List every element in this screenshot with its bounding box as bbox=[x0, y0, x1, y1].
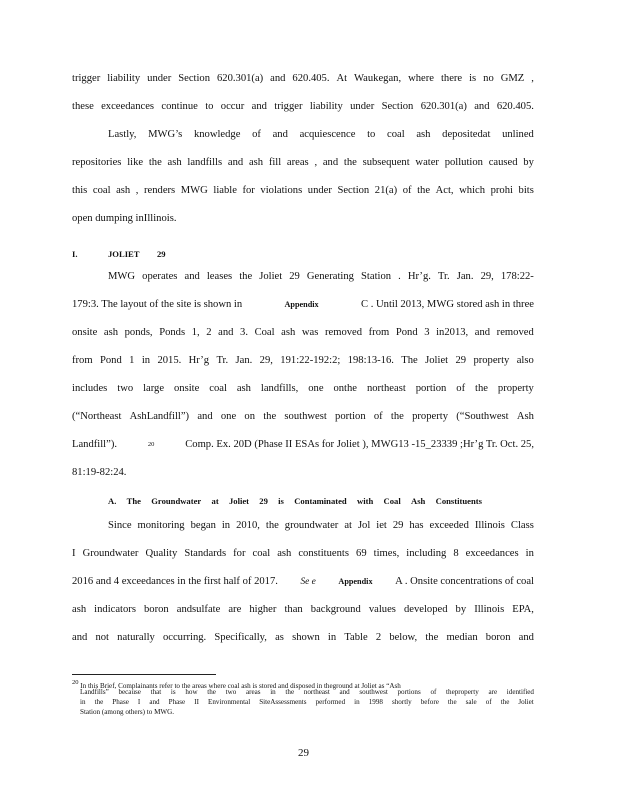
body-line: ash indicators boron andsulfate are higher than background values developed by Illinois EPA, bbox=[72, 604, 534, 615]
body-line: trigger liability under Section 620.301(a) and 620.405. At Waukegan, where there is no GMZ , bbox=[72, 73, 534, 84]
body-line: 81:19-82:24. bbox=[72, 467, 127, 478]
body-line: from Pond 1 in 2015. Hr’g Tr. Jan. 29, 191:22-192:2; 198:13-16. The Joliet 29 property also bbox=[72, 355, 534, 366]
body-line: MWG operates and leases the Joliet 29 Generating Station . Hr’g. Tr. Jan. 29, 178:22- bbox=[108, 271, 534, 282]
footnote-line: Landfills” because that is how the two areas in the northeast and southwest portions of theproperty are identified bbox=[80, 688, 534, 696]
body-line: open dumping inIllinois. bbox=[72, 213, 177, 224]
footnote-line: $^{20}$ In this Brief, Complainants refer to the areas where coal ash is stored and disposed in theground at Joliet as “Ash bbox=[72, 679, 401, 690]
appendix-reference: Appendix bbox=[338, 577, 373, 586]
body-line: onsite ash ponds, Ponds 1, 2 and 3. Coal ash was removed from Pond 3 in2013, and removed bbox=[72, 327, 534, 338]
page-number: 29 bbox=[298, 747, 309, 759]
body-line: and not naturally occurring. Specifically, as shown in Table 2 below, the median boron and bbox=[72, 632, 534, 643]
section-number-suffix: 29 bbox=[157, 249, 166, 259]
body-line: Landfill”). $^{20}$ Comp. Ex. 20D (Phase II ESAs for Joliet ), MWG13 -15_23339 ;Hr’g Tr. Oct. 25, bbox=[72, 438, 534, 455]
body-line: (“Northeast AshLandfill”) and one on the southwest portion of the property (“Southwest Ash bbox=[72, 411, 534, 422]
body-line: I Groundwater Quality Standards for coal ash constituents 69 times, including 8 exceedances in bbox=[72, 548, 534, 559]
section-number: I. bbox=[72, 249, 78, 259]
body-line: these exceedances continue to occur and trigger liability under Section 620.301(a) and 620.405. bbox=[72, 101, 534, 112]
footnote-line: in the Phase I and Phase II Environmental SiteAssessments performed in 1998 shortly before the sale of the Joliet bbox=[80, 698, 534, 706]
appendix-reference: Appendix bbox=[284, 300, 319, 309]
body-line: 179:3. The layout of the site is shown in Appendix C . Until 2013, MWG stored ash in three bbox=[72, 299, 534, 310]
footnote-line: Station (among others) to MWG. bbox=[80, 708, 174, 716]
body-line: includes two large onsite coal ash landfills, one onthe northeast portion of the property bbox=[72, 383, 534, 394]
subheading: A. The Groundwater at Joliet 29 is Contaminated with Coal Ash Constituents bbox=[108, 496, 482, 506]
body-line: Lastly, MWG’s knowledge of and acquiescence to coal ash depositedat unlined bbox=[108, 129, 534, 140]
section-title: JOLIET bbox=[108, 249, 140, 259]
see-reference: Se e bbox=[300, 577, 316, 587]
footnote-marker: 20 bbox=[147, 441, 155, 448]
footnote-separator bbox=[72, 674, 216, 675]
body-line: repositories like the ash landfills and ash fill areas , and the subsequent water pollution caused by bbox=[72, 157, 534, 168]
body-line: Since monitoring began in 2010, the groundwater at Jol iet 29 has exceeded Illinois Class bbox=[108, 520, 534, 531]
body-line: 2016 and 4 exceedances in the first half of 2017. Se e Appendix A . Onsite concentrations of coal bbox=[72, 576, 534, 587]
body-line: this coal ash , renders MWG liable for violations under Section 21(a) of the Act, which prohi bits bbox=[72, 185, 534, 196]
